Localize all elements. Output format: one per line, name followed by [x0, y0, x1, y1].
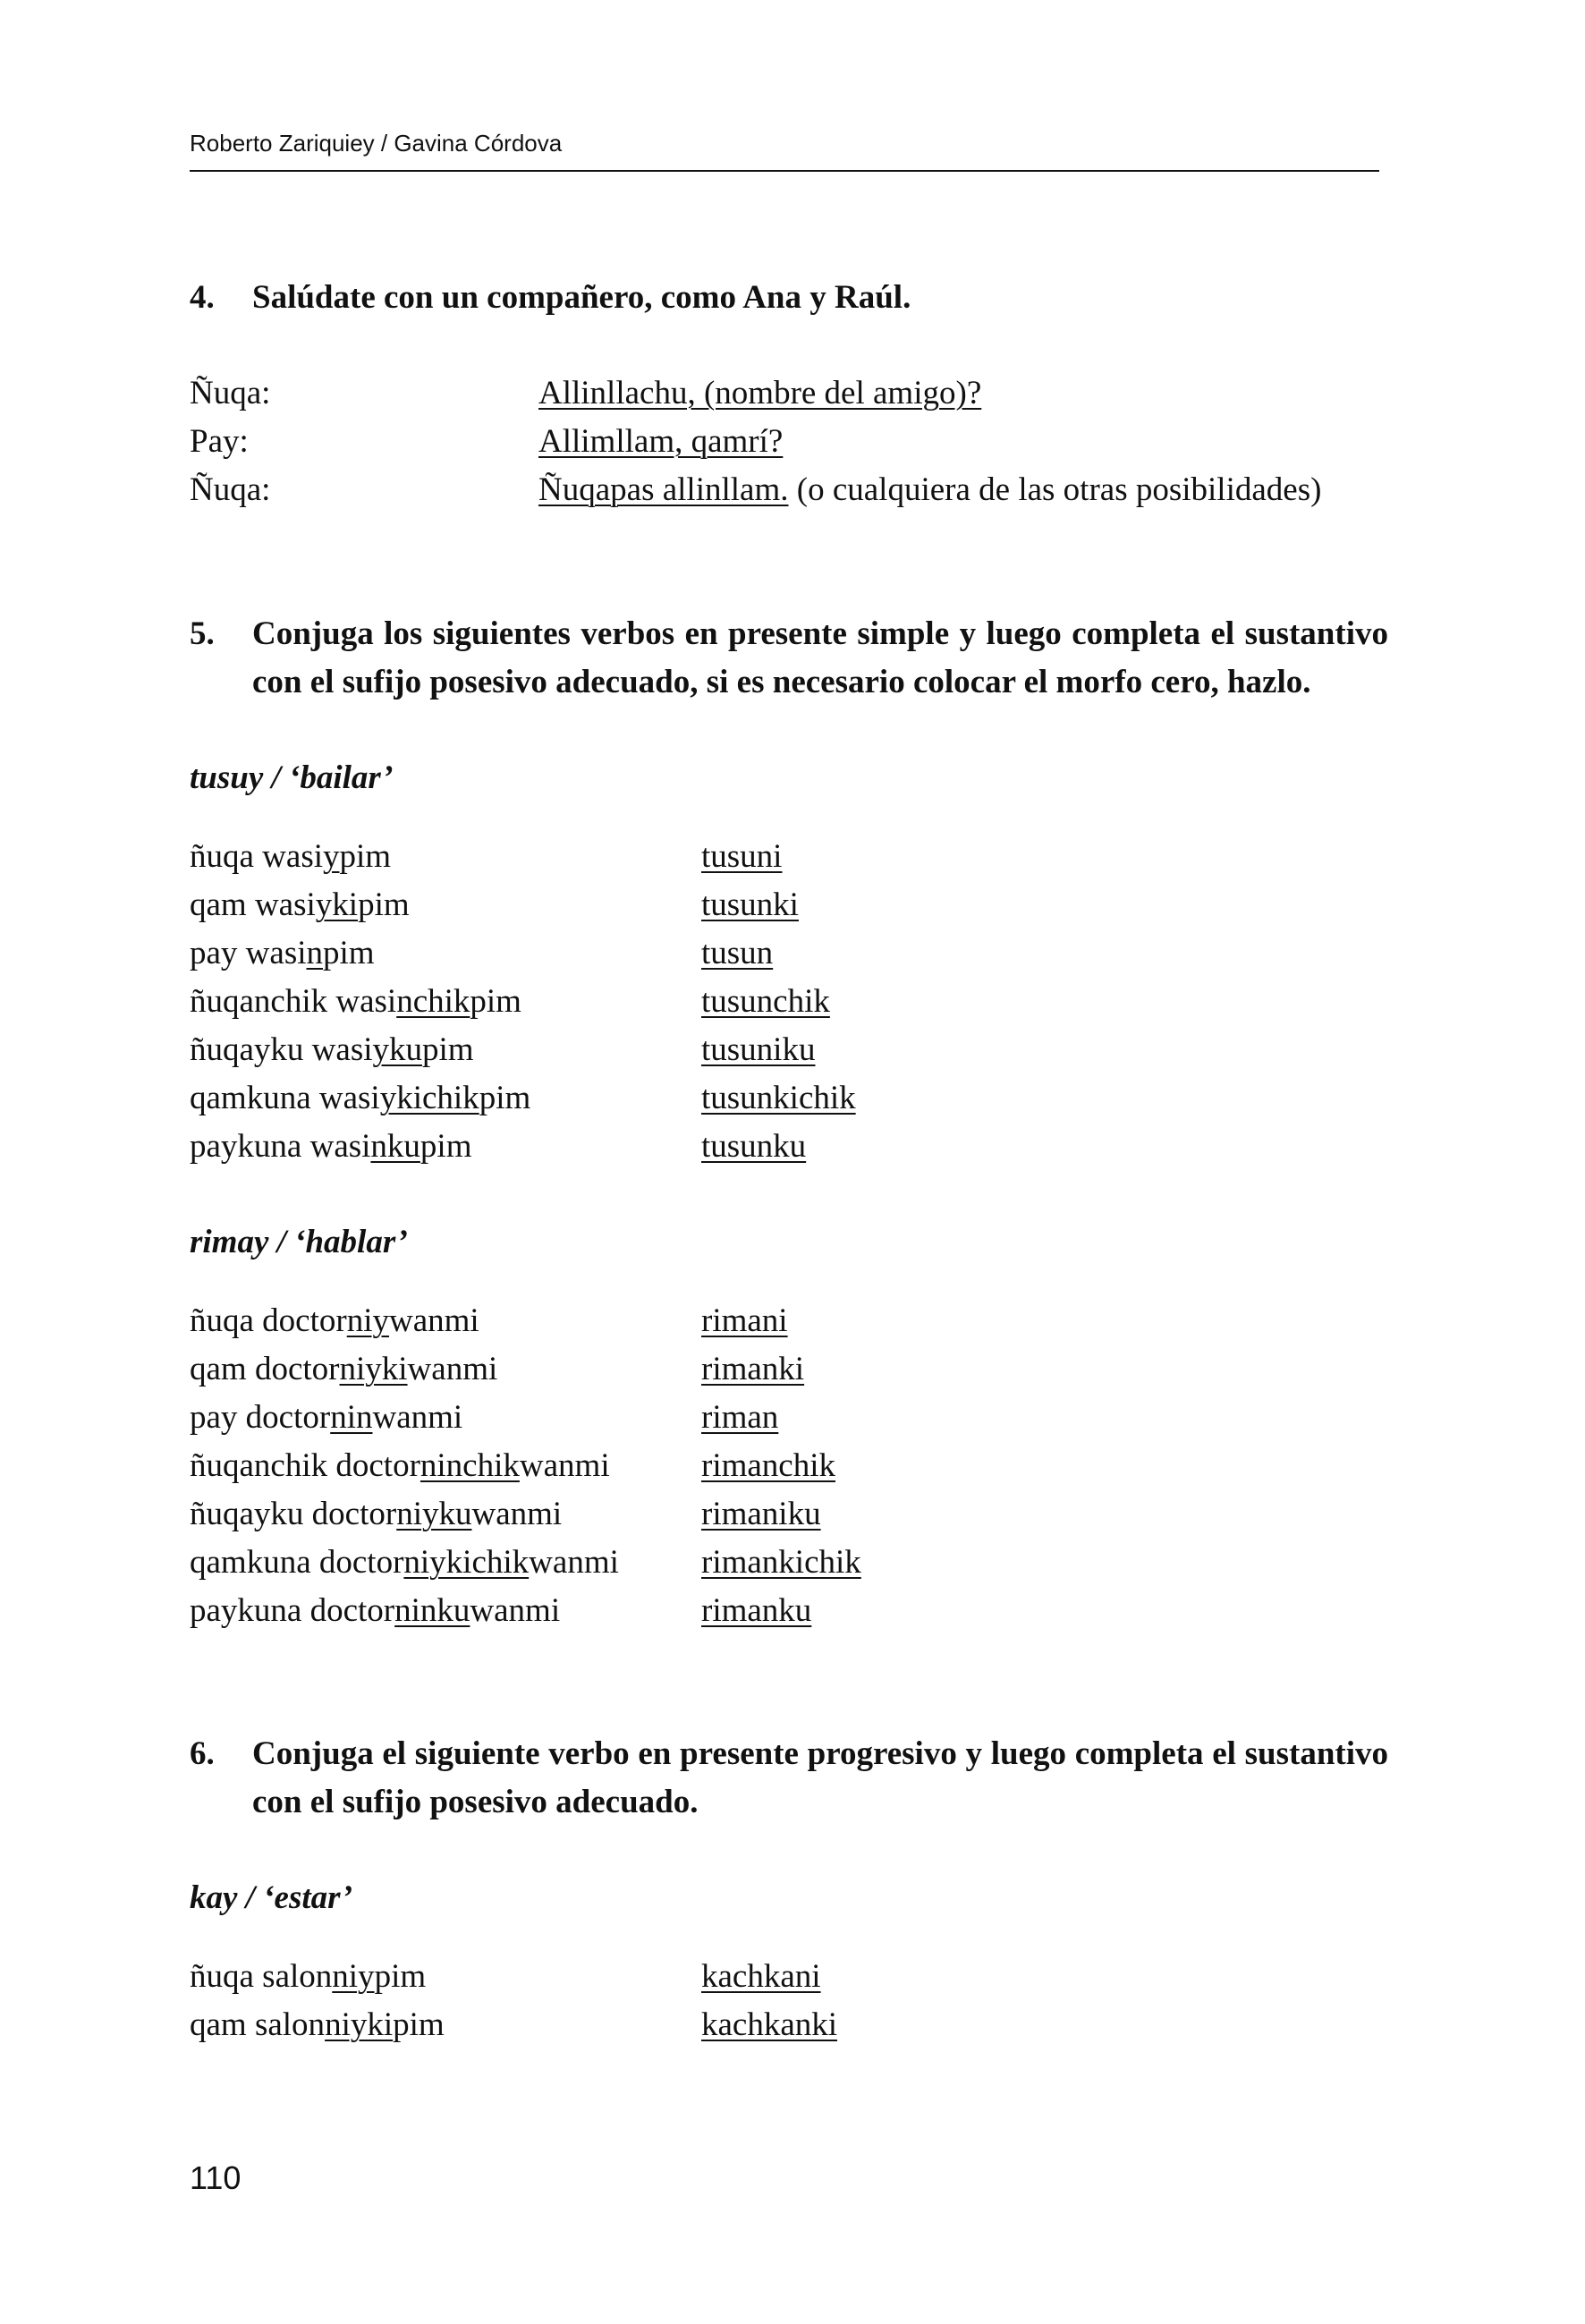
table-row — [190, 1953, 821, 2001]
table-row — [190, 1539, 861, 1587]
conjugated-verb: rimankichik — [701, 1544, 861, 1581]
conjugated-verb: kachkanki — [701, 2006, 838, 2043]
dialogue-line — [190, 466, 1321, 514]
table-row — [190, 1026, 815, 1074]
possessive-suffix: n — [306, 935, 323, 971]
possessive-suffix: niyku — [396, 1496, 472, 1532]
conjugated-verb: rimanki — [701, 1351, 805, 1387]
noun-phrase: ñuqa salonniypim — [190, 1958, 427, 1995]
conjugated-verb: tusunku — [701, 1128, 807, 1165]
table-row — [190, 978, 830, 1026]
dialogue-answer: Ñuqapas allinllam. — [538, 471, 789, 508]
possessive-suffix: nin — [330, 1399, 373, 1436]
exercise-5-text: Conjuga los siguientes verbos en presente simple y luego completa el sustantivo con el sufijo posesivo adecuado, si es necesario colocar el morfo cero, hazlo. — [252, 615, 1388, 700]
possessive-suffix: yku — [372, 1031, 422, 1068]
table-row — [190, 1587, 811, 1635]
dialogue-answer: Allinllachu, (nombre del amigo)? — [538, 375, 982, 411]
noun-phrase: qamkuna doctorniykichikwanmi — [190, 1544, 619, 1581]
noun-phrase: qamkuna wasiykichikpim — [190, 1080, 531, 1116]
header-rule — [190, 170, 1379, 172]
verb-title-kay: kay / ‘estar’ — [190, 1879, 353, 1916]
possessive-suffix: ykichik — [379, 1080, 479, 1116]
table-row — [190, 1490, 821, 1539]
dialogue-line — [190, 369, 981, 418]
dialogue-note: (o cualquiera de las otras posibilidades) — [788, 471, 1322, 508]
possessive-suffix: niy — [346, 1302, 389, 1339]
dialogue-speaker: Pay: — [190, 423, 249, 460]
noun-phrase: qam salonniykipim — [190, 2006, 445, 2043]
conjugated-verb: tusunkichik — [701, 1080, 856, 1116]
table-row — [190, 1297, 788, 1345]
noun-phrase: paykuna doctorninkuwanmi — [190, 1592, 561, 1629]
noun-phrase: ñuqanchik doctorninchikwanmi — [190, 1447, 610, 1484]
exercise-6-number: 6. — [190, 1735, 215, 1772]
possessive-suffix: y — [323, 838, 340, 875]
dialogue-line — [190, 418, 783, 466]
table-row — [190, 2001, 837, 2049]
table-row — [190, 881, 799, 929]
noun-phrase: ñuqanchik wasinchikpim — [190, 983, 521, 1020]
verb-title-tusuy: tusuy / ‘bailar’ — [190, 759, 394, 796]
exercise-4-heading — [190, 274, 1388, 322]
possessive-suffix: niyki — [325, 2006, 394, 2043]
conjugated-verb: rimani — [701, 1302, 788, 1339]
page-number: 110 — [190, 2159, 242, 2196]
exercise-6-text: Conjuga el siguiente verbo en presente progresivo y luego completa el sustantivo con el sufijo posesivo adecuado. — [252, 1735, 1388, 1820]
possessive-suffix: niy — [332, 1958, 375, 1995]
running-head: Roberto Zariquiey / Gavina Córdova — [190, 130, 563, 157]
table-row — [190, 1074, 856, 1123]
conjugated-verb: rimanku — [701, 1592, 812, 1629]
exercise-5-number: 5. — [190, 615, 215, 652]
verb-title-rimay: rimay / ‘hablar’ — [190, 1224, 408, 1260]
conjugated-verb: tusun — [701, 935, 774, 971]
possessive-suffix: ninku — [394, 1592, 470, 1629]
conjugated-verb: kachkani — [701, 1958, 821, 1995]
exercise-6-heading — [190, 1730, 1388, 1827]
noun-phrase: pay doctorninwanmi — [190, 1399, 463, 1436]
dialogue-speaker: Ñuqa: — [190, 471, 271, 508]
conjugated-verb: tusuniku — [701, 1031, 816, 1068]
conjugated-verb: tusunki — [701, 886, 799, 923]
table-row — [190, 1345, 804, 1394]
table-row — [190, 929, 773, 978]
conjugated-verb: tusunchik — [701, 983, 830, 1020]
noun-phrase: ñuqa wasiypim — [190, 838, 392, 875]
conjugated-verb: riman — [701, 1399, 779, 1436]
dialogue-answer: Allimllam, qamrí? — [538, 423, 784, 460]
noun-phrase: paykuna wasinkupim — [190, 1128, 472, 1165]
table-row — [190, 833, 782, 881]
possessive-suffix: niykichik — [403, 1544, 530, 1581]
exercise-4-number: 4. — [190, 279, 215, 316]
table-row — [190, 1394, 778, 1442]
noun-phrase: ñuqayku doctorniykuwanmi — [190, 1496, 563, 1532]
conjugated-verb: rimaniku — [701, 1496, 821, 1532]
conjugated-verb: tusuni — [701, 838, 783, 875]
noun-phrase: ñuqayku wasiykupim — [190, 1031, 474, 1068]
noun-phrase: qam wasiykipim — [190, 886, 410, 923]
possessive-suffix: nchik — [396, 983, 470, 1020]
possessive-suffix: nku — [370, 1128, 420, 1165]
noun-phrase: pay wasinpim — [190, 935, 375, 971]
table-row — [190, 1123, 806, 1171]
table-row — [190, 1442, 835, 1490]
exercise-5-heading — [190, 610, 1388, 707]
exercise-4-text: Salúdate con un compañero, como Ana y Raúl. — [252, 279, 911, 316]
dialogue-speaker: Ñuqa: — [190, 375, 271, 411]
noun-phrase: ñuqa doctorniywanmi — [190, 1302, 479, 1339]
noun-phrase: qam doctorniykiwanmi — [190, 1351, 498, 1387]
possessive-suffix: yki — [315, 886, 359, 923]
possessive-suffix: ninchik — [420, 1447, 520, 1484]
possessive-suffix: niyki — [339, 1351, 408, 1387]
conjugated-verb: rimanchik — [701, 1447, 836, 1484]
